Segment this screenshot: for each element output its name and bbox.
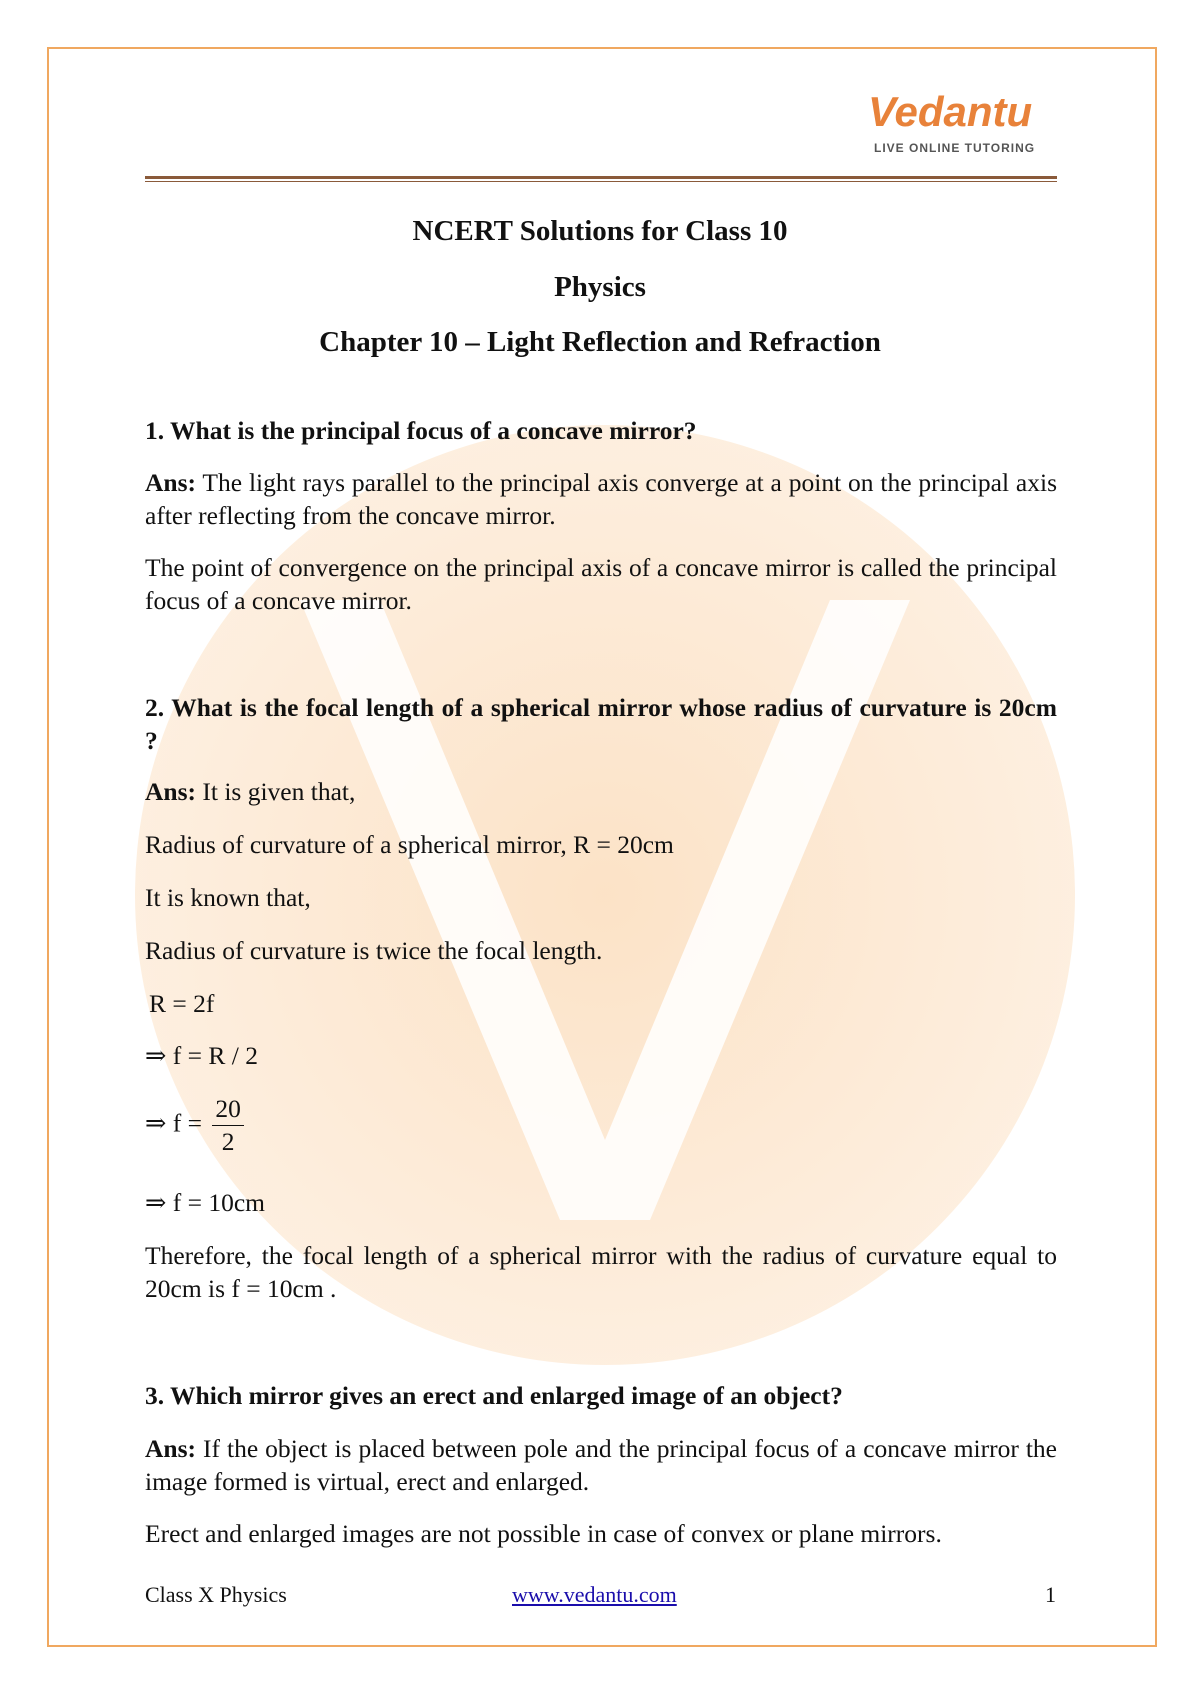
q1-ans-label: Ans: xyxy=(145,468,197,497)
q3-ans-label: Ans: xyxy=(145,1434,197,1463)
doc-subject: Physics xyxy=(554,271,646,303)
q1-answer xyxy=(145,466,1057,532)
q2-ans-text: It is given that, xyxy=(196,777,356,806)
q2-line3: Radius of curvature is twice the focal length. xyxy=(145,936,603,965)
footer-website-link[interactable]: www.vedantu.com xyxy=(512,1582,677,1607)
q1-para2: The point of convergence on the principal axis of a concave mirror is called the principal focus of a concave mirror. xyxy=(145,553,1057,615)
doc-chapter: Chapter 10 – Light Reflection and Refraction xyxy=(319,326,881,358)
q1-ans-text: The light rays parallel to the principal axis converge at a point on the principal axis after reflecting from the concave mirror. xyxy=(145,468,1057,530)
q2-eq3 xyxy=(145,1093,244,1158)
svg-text:Vedantu: Vedantu xyxy=(868,88,1033,135)
q2-line2: It is known that, xyxy=(145,883,311,912)
q2-line1: Radius of curvature of a spherical mirror, R = 20cm xyxy=(145,830,674,859)
q1-question: 1. What is the principal focus of a concave mirror? xyxy=(145,416,697,445)
q2-answer xyxy=(145,775,1057,808)
footer-class-label: Class X Physics xyxy=(145,1582,287,1607)
q3-question: 3. Which mirror gives an erect and enlarged image of an object? xyxy=(145,1381,843,1410)
svg-text:LIVE ONLINE TUTORING: LIVE ONLINE TUTORING xyxy=(874,141,1036,155)
q2-eq4: ⇒ f = 10cm xyxy=(145,1188,266,1217)
q2-question: 2. What is the focal length of a spherical mirror whose radius of curvature is 20cm ? xyxy=(145,693,1057,755)
vedantu-logo xyxy=(860,82,1060,162)
header-rule-thin xyxy=(145,181,1057,182)
doc-title: NCERT Solutions for Class 10 xyxy=(412,215,788,247)
q2-eq3-prefix: ⇒ f = xyxy=(145,1108,202,1138)
footer-page-number: 1 xyxy=(1045,1582,1056,1607)
header-rule-thick xyxy=(145,176,1057,179)
q2-eq3-denominator: 2 xyxy=(221,1127,235,1156)
q2-eq2: ⇒ f = R / 2 xyxy=(145,1041,258,1070)
q2-conclusion: Therefore, the focal length of a spherical mirror with the radius of curvature equal to 20cm is f = 10cm . xyxy=(145,1241,1057,1303)
q2-eq3-fraction xyxy=(212,1093,244,1158)
q3-para2: Erect and enlarged images are not possible in case of convex or plane mirrors. xyxy=(145,1519,942,1548)
q2-eq1: R = 2f xyxy=(149,989,215,1018)
q3-answer xyxy=(145,1432,1057,1498)
q3-ans-text: If the object is placed between pole and the principal focus of a concave mirror the image formed is virtual, erect and enlarged. xyxy=(145,1434,1057,1496)
q2-eq3-numerator: 20 xyxy=(212,1093,244,1126)
q2-ans-label: Ans: xyxy=(145,777,197,806)
